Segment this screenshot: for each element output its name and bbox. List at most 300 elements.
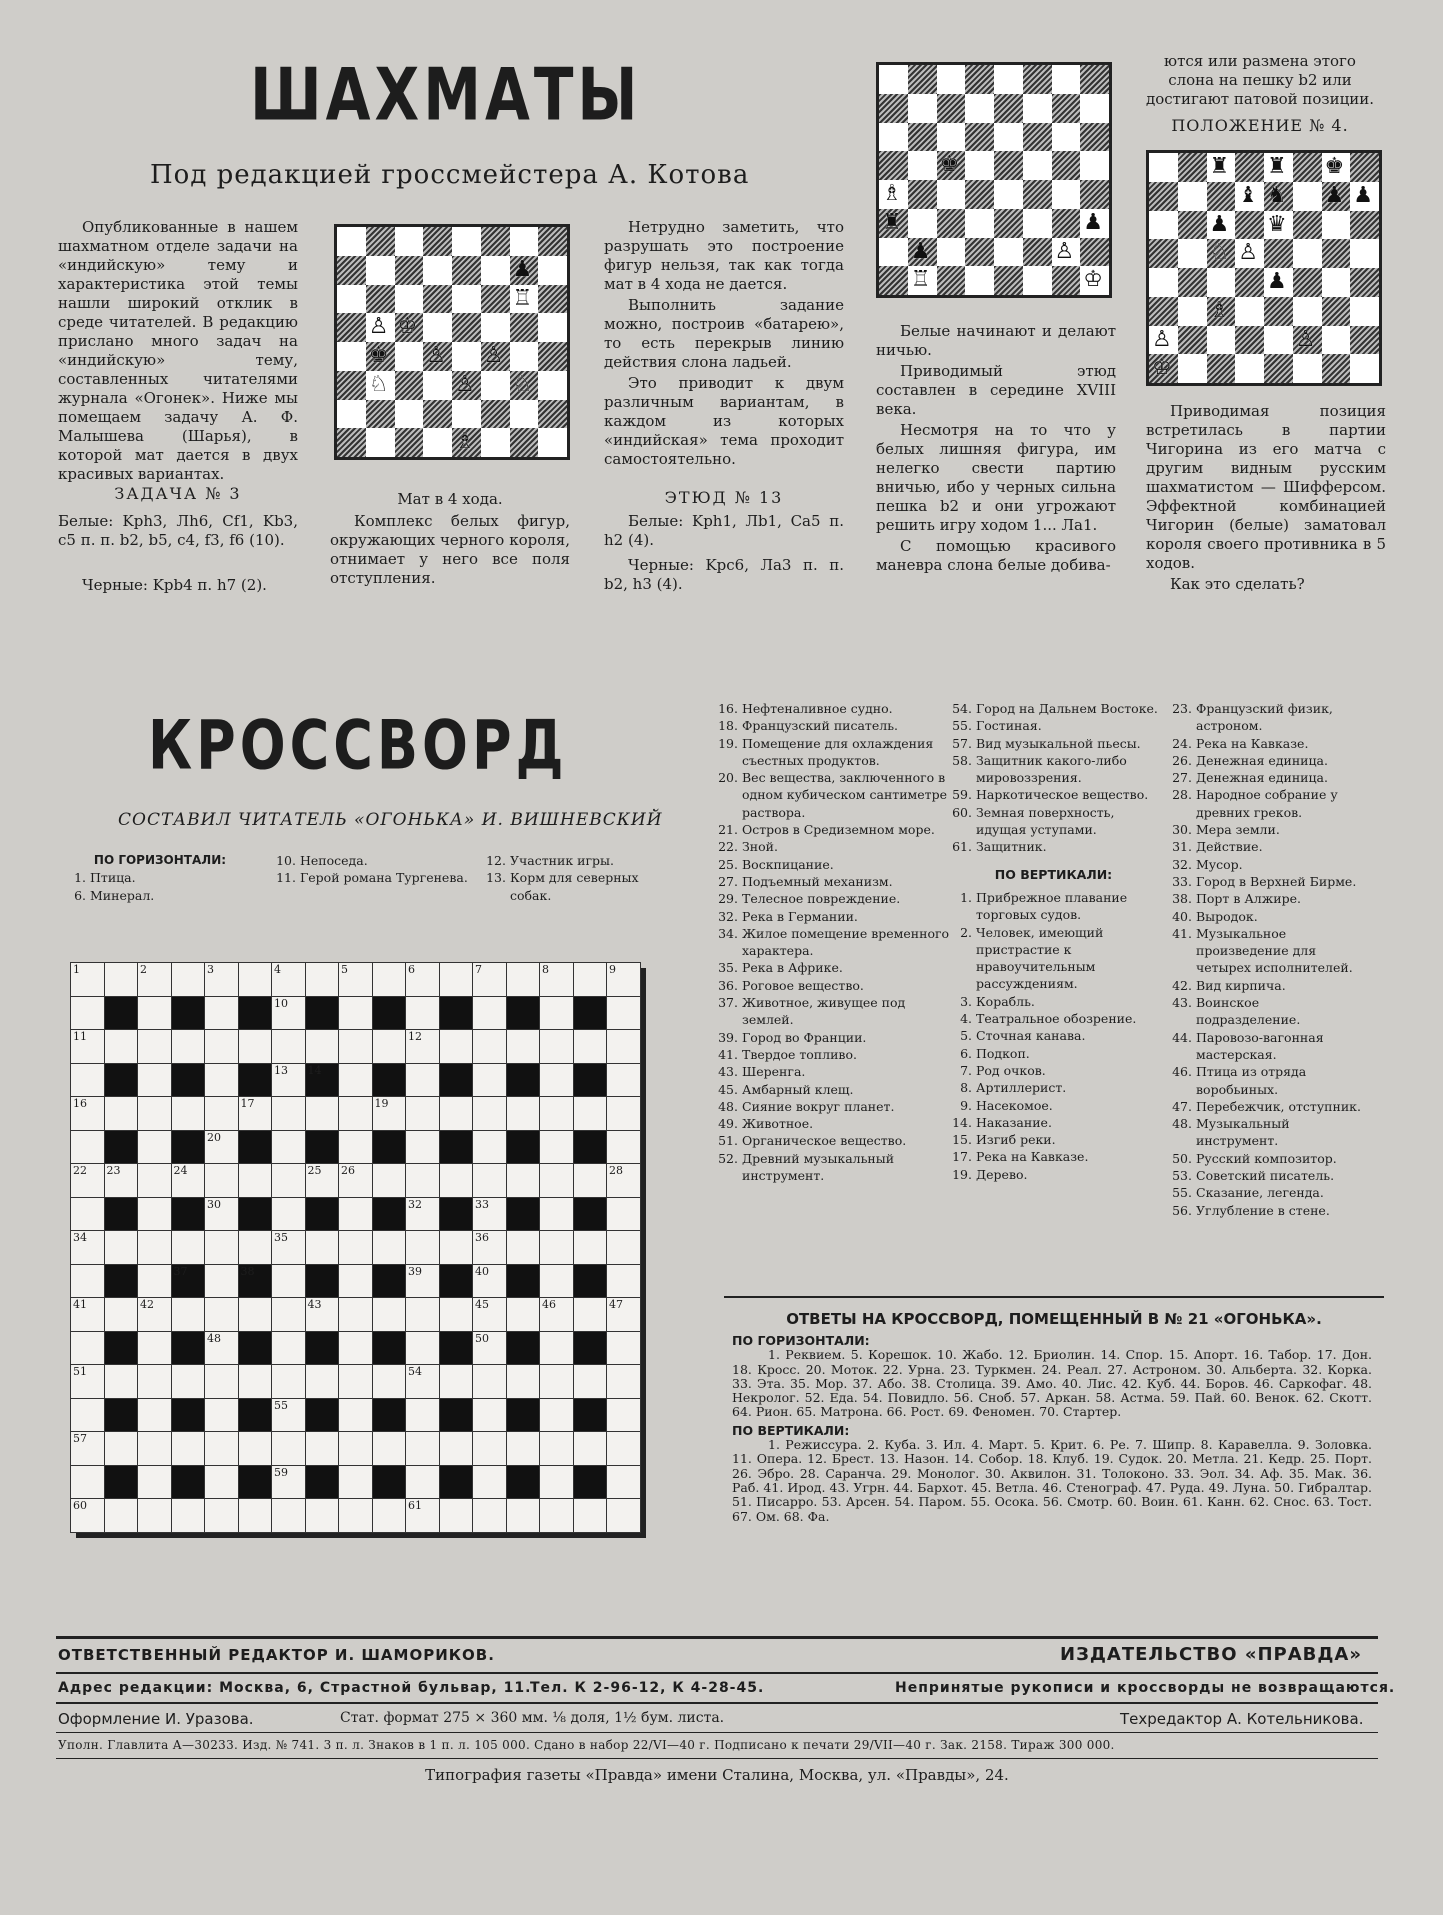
crossword-cell[interactable] xyxy=(204,1398,239,1433)
board-square xyxy=(395,256,424,285)
crossword-cell[interactable] xyxy=(539,996,574,1031)
crossword-cell[interactable] xyxy=(271,1096,306,1131)
crossword-block xyxy=(506,1264,541,1299)
crossword-cell[interactable] xyxy=(70,1498,105,1533)
crossword-cell[interactable] xyxy=(305,1230,340,1265)
crossword-cell[interactable] xyxy=(338,962,373,997)
crossword-cell[interactable] xyxy=(305,1163,340,1198)
crossword-cell[interactable] xyxy=(204,1431,239,1466)
crossword-cell[interactable] xyxy=(405,1197,440,1232)
board-square xyxy=(1293,239,1322,268)
clue-item: 57. Вид музыкальной пьесы. xyxy=(952,735,1141,751)
crossword-cell[interactable] xyxy=(70,1431,105,1466)
crossword-cell[interactable] xyxy=(539,1331,574,1366)
crossword-cell[interactable] xyxy=(338,1230,373,1265)
crossword-cell[interactable] xyxy=(439,1163,474,1198)
crossword-cell[interactable] xyxy=(271,1331,306,1366)
crossword-cell[interactable] xyxy=(405,1130,440,1165)
crossword-cell[interactable] xyxy=(405,1230,440,1265)
crossword-cell[interactable] xyxy=(539,962,574,997)
crossword-cell[interactable] xyxy=(539,1498,574,1533)
crossword-cell[interactable] xyxy=(539,1297,574,1332)
board-square xyxy=(395,371,424,400)
crossword-cell[interactable] xyxy=(606,1063,641,1098)
crossword-cell[interactable] xyxy=(171,1163,206,1198)
crossword-cell[interactable] xyxy=(472,1331,507,1366)
crossword-cell[interactable] xyxy=(405,1264,440,1299)
crossword-cell[interactable] xyxy=(606,1465,641,1500)
crossword-cell[interactable] xyxy=(70,996,105,1031)
board1-text-p: Комплекс белых фигур, окружающих черного короля, отнимает у него все поля отступления. xyxy=(330,512,570,587)
clue-item: 38. Порт в Алжире. xyxy=(1172,891,1301,907)
crossword-cell[interactable] xyxy=(606,1230,641,1265)
crossword-cell[interactable] xyxy=(104,1297,139,1332)
crossword-cell[interactable] xyxy=(405,1431,440,1466)
board-square xyxy=(510,428,539,457)
crossword-cell[interactable] xyxy=(204,996,239,1031)
crossword-cell[interactable] xyxy=(204,1063,239,1098)
crossword-cell[interactable] xyxy=(405,1029,440,1064)
crossword-cell[interactable] xyxy=(271,1398,306,1433)
crossword-cell[interactable] xyxy=(372,1029,407,1064)
crossword-cell[interactable] xyxy=(70,1398,105,1433)
crossword-cell[interactable] xyxy=(573,1364,608,1399)
crossword-cell[interactable] xyxy=(104,1096,139,1131)
crossword-cell[interactable] xyxy=(506,1096,541,1131)
board-square xyxy=(1080,65,1109,94)
board-square xyxy=(908,65,937,94)
crossword-cell[interactable] xyxy=(606,1431,641,1466)
crossword-cell[interactable] xyxy=(405,1364,440,1399)
crossword-cell[interactable] xyxy=(539,1364,574,1399)
crossword-cell[interactable] xyxy=(70,1096,105,1131)
crossword-block xyxy=(305,1197,340,1232)
crossword-cell[interactable] xyxy=(372,1163,407,1198)
crossword-cell[interactable] xyxy=(238,1163,273,1198)
crossword-cell[interactable] xyxy=(70,1230,105,1265)
clue-item: 20. Вес вещества, заключенного в одном кубическом сантиметре раствора. xyxy=(718,770,947,820)
board-square xyxy=(1052,266,1081,295)
chess-piece-icon: ♜ xyxy=(1267,154,1287,179)
crossword-cell[interactable] xyxy=(70,1063,105,1098)
board-square xyxy=(994,123,1023,152)
crossword-cell[interactable] xyxy=(305,1096,340,1131)
crossword-cell[interactable] xyxy=(204,1498,239,1533)
crossword-cell[interactable] xyxy=(338,1197,373,1232)
crossword-cell[interactable] xyxy=(70,962,105,997)
crossword-cell[interactable] xyxy=(171,1431,206,1466)
crossword-cell[interactable] xyxy=(137,1163,172,1198)
board1-caption: Мат в 4 хода. xyxy=(397,490,503,508)
crossword-cell[interactable] xyxy=(372,1431,407,1466)
crossword-cell[interactable] xyxy=(539,1431,574,1466)
cell-number: 25 xyxy=(307,1164,322,1177)
chess-piece-icon: ♗ xyxy=(455,429,475,455)
crossword-cell[interactable] xyxy=(271,1498,306,1533)
crossword-cell[interactable] xyxy=(137,1029,172,1064)
crossword-cell[interactable] xyxy=(238,1364,273,1399)
crossword-cell[interactable] xyxy=(439,1096,474,1131)
crossword-cell[interactable] xyxy=(539,1465,574,1500)
crossword-cell[interactable] xyxy=(338,1364,373,1399)
crossword-cell[interactable] xyxy=(338,1029,373,1064)
crossword-cell[interactable] xyxy=(137,1063,172,1098)
board-square xyxy=(965,94,994,123)
crossword-cell[interactable] xyxy=(204,962,239,997)
clue-item: 58. Защитник какого-либо мировоззрения. xyxy=(952,752,1127,786)
crossword-cell[interactable] xyxy=(305,1498,340,1533)
crossword-cell[interactable] xyxy=(405,1096,440,1131)
crossword-cell[interactable] xyxy=(238,1230,273,1265)
crossword-cell[interactable] xyxy=(506,1029,541,1064)
board-square xyxy=(1178,239,1207,268)
crossword-cell[interactable] xyxy=(506,1364,541,1399)
crossword-cell[interactable] xyxy=(405,1465,440,1500)
crossword-cell[interactable] xyxy=(171,1230,206,1265)
crossword-cell[interactable] xyxy=(506,1498,541,1533)
crossword-cell[interactable] xyxy=(606,1498,641,1533)
crossword-cell[interactable] xyxy=(137,1498,172,1533)
crossword-cell[interactable] xyxy=(305,962,340,997)
crossword-cell[interactable] xyxy=(338,1163,373,1198)
crossword-cell[interactable] xyxy=(137,1096,172,1131)
crossword-cell[interactable] xyxy=(271,996,306,1031)
crossword-cell[interactable] xyxy=(271,1063,306,1098)
board-square xyxy=(879,238,908,267)
crossword-cell[interactable] xyxy=(439,962,474,997)
crossword-cell[interactable] xyxy=(137,1465,172,1500)
crossword-block xyxy=(372,1063,407,1098)
crossword-cell[interactable] xyxy=(204,1364,239,1399)
crossword-cell[interactable] xyxy=(606,1264,641,1299)
crossword-block xyxy=(238,1264,273,1299)
cell-number: 57 xyxy=(73,1432,87,1445)
crossword-cell[interactable] xyxy=(472,1398,507,1433)
crossword-cell[interactable] xyxy=(271,1297,306,1332)
crossword-cell[interactable] xyxy=(70,1163,105,1198)
crossword-block xyxy=(372,1331,407,1366)
crossword-cell[interactable] xyxy=(137,1331,172,1366)
crossword-cell[interactable] xyxy=(137,1130,172,1165)
problem3-white: Белые: Kph3, Лh6, Cf1, Kb3, c5 п. п. b2, b5, c4, f3, f6 (10). xyxy=(58,512,298,549)
crossword-block xyxy=(372,1264,407,1299)
crossword-cell[interactable] xyxy=(506,1431,541,1466)
crossword-cell[interactable] xyxy=(271,1130,306,1165)
crossword-cell[interactable] xyxy=(338,1331,373,1366)
crossword-cell[interactable] xyxy=(472,1096,507,1131)
crossword-cell[interactable] xyxy=(238,1498,273,1533)
crossword-cell[interactable] xyxy=(405,1163,440,1198)
footer-publisher: ИЗДАТЕЛЬСТВО «ПРАВДА» xyxy=(1060,1644,1362,1665)
board-square xyxy=(1322,239,1351,268)
crossword-cell[interactable] xyxy=(271,1197,306,1232)
crossword-cell[interactable] xyxy=(606,1096,641,1131)
crossword-cell[interactable] xyxy=(305,1364,340,1399)
chess-piece-icon: ♖ xyxy=(512,285,533,311)
crossword-cell[interactable] xyxy=(372,962,407,997)
crossword-cell[interactable] xyxy=(472,1465,507,1500)
crossword-cell[interactable] xyxy=(70,1297,105,1332)
crossword-cell[interactable] xyxy=(472,1431,507,1466)
crossword-cell[interactable] xyxy=(238,1029,273,1064)
clue-item: 19. Помещение для охлаждения съестных продуктов. xyxy=(718,735,934,768)
crossword-cell[interactable] xyxy=(539,1029,574,1064)
crossword-cell[interactable] xyxy=(573,1498,608,1533)
crossword-cell[interactable] xyxy=(573,1230,608,1265)
cell-number: 7 xyxy=(475,963,482,976)
crossword-cell[interactable] xyxy=(472,1197,507,1232)
crossword-cell[interactable] xyxy=(238,1096,273,1131)
clue-item: 32. Река в Германии. xyxy=(718,908,858,924)
crossword-cell[interactable] xyxy=(204,1197,239,1232)
board-square xyxy=(538,428,567,457)
cell-number: 35 xyxy=(274,1231,288,1244)
crossword-cell[interactable] xyxy=(70,1264,105,1299)
col5-p2: Как это сделать? xyxy=(1170,575,1305,593)
crossword-cell[interactable] xyxy=(204,1029,239,1064)
chess-col3 xyxy=(604,218,844,471)
crossword-cell[interactable] xyxy=(104,1498,139,1533)
crossword-cell[interactable] xyxy=(606,1029,641,1064)
crossword-cell[interactable] xyxy=(204,1096,239,1131)
crossword-cell[interactable] xyxy=(271,1465,306,1500)
cell-number: 20 xyxy=(207,1130,221,1144)
crossword-cell[interactable] xyxy=(372,1096,407,1131)
crossword-cell[interactable] xyxy=(338,1063,373,1098)
crossword-cell[interactable] xyxy=(472,1029,507,1064)
crossword-cell[interactable] xyxy=(506,962,541,997)
crossword-cell[interactable] xyxy=(439,1431,474,1466)
crossword-cell[interactable] xyxy=(405,1331,440,1366)
cell-number: 43 xyxy=(307,1298,322,1311)
board-square xyxy=(1080,180,1109,209)
cell-number: 46 xyxy=(542,1298,556,1311)
crossword-cell[interactable] xyxy=(573,1163,608,1198)
board-square xyxy=(1322,297,1351,326)
crossword-cell[interactable] xyxy=(606,962,641,997)
crossword-cell[interactable] xyxy=(271,962,306,997)
crossword-cell[interactable] xyxy=(137,1431,172,1466)
crossword-cell[interactable] xyxy=(137,1197,172,1232)
crossword-cell[interactable] xyxy=(439,1364,474,1399)
crossword-cell[interactable] xyxy=(506,1163,541,1198)
crossword-cell[interactable] xyxy=(338,1498,373,1533)
cell-number: 50 xyxy=(475,1331,489,1345)
crossword-cell[interactable] xyxy=(271,1264,306,1299)
crossword-cell[interactable] xyxy=(405,1297,440,1332)
clue-item: 60. Земная поверхность, идущая уступами. xyxy=(952,804,1115,838)
crossword-cell[interactable] xyxy=(238,962,273,997)
crossword-cell[interactable] xyxy=(472,1230,507,1265)
board-square xyxy=(1052,209,1081,238)
horiz-top-clues xyxy=(60,852,680,904)
clue-item: 7. Род очков. xyxy=(960,1062,1046,1078)
crossword-cell[interactable] xyxy=(472,1297,507,1332)
crossword-block xyxy=(573,1398,608,1433)
crossword-cell[interactable] xyxy=(171,962,206,997)
crossword-cell[interactable] xyxy=(70,1364,105,1399)
crossword-cell[interactable] xyxy=(372,1297,407,1332)
crossword-cell[interactable] xyxy=(338,1264,373,1299)
board-square xyxy=(994,266,1023,295)
crossword-cell[interactable] xyxy=(171,1096,206,1131)
crossword-cell[interactable] xyxy=(104,1163,139,1198)
crossword-cell[interactable] xyxy=(506,1297,541,1332)
crossword-cell[interactable] xyxy=(70,1130,105,1165)
clues-column-2 xyxy=(946,700,1161,1183)
crossword-cell[interactable] xyxy=(439,1498,474,1533)
crossword-cell[interactable] xyxy=(104,962,139,997)
board-square xyxy=(1023,266,1052,295)
cell-number: 42 xyxy=(140,1298,154,1311)
crossword-cell[interactable] xyxy=(104,1364,139,1399)
crossword-cell[interactable] xyxy=(137,1297,172,1332)
board-square xyxy=(366,428,395,457)
crossword-cell[interactable] xyxy=(70,1465,105,1500)
crossword-cell[interactable] xyxy=(305,1297,340,1332)
board-square xyxy=(1350,326,1379,355)
board-square xyxy=(423,285,452,314)
crossword-cell[interactable] xyxy=(606,1197,641,1232)
crossword-cell[interactable] xyxy=(238,1297,273,1332)
crossword-cell[interactable] xyxy=(372,1498,407,1533)
crossword-cell[interactable] xyxy=(573,1431,608,1466)
crossword-cell[interactable] xyxy=(606,1297,641,1332)
crossword-cell[interactable] xyxy=(171,1364,206,1399)
board-square xyxy=(965,266,994,295)
crossword-cell[interactable] xyxy=(204,1163,239,1198)
footer-techeditor: Техредактор А. Котельникова. xyxy=(1120,1710,1364,1728)
crossword-cell[interactable] xyxy=(472,1163,507,1198)
crossword-cell[interactable] xyxy=(472,962,507,997)
crossword-cell[interactable] xyxy=(271,1230,306,1265)
crossword-cell[interactable] xyxy=(70,1197,105,1232)
crossword-cell[interactable] xyxy=(305,1431,340,1466)
crossword-cell[interactable] xyxy=(338,996,373,1031)
crossword-cell[interactable] xyxy=(204,1230,239,1265)
crossword-cell[interactable] xyxy=(606,1398,641,1433)
crossword-cell[interactable] xyxy=(472,1264,507,1299)
crossword-cell[interactable] xyxy=(573,1029,608,1064)
crossword-cell[interactable] xyxy=(204,1264,239,1299)
crossword-cell[interactable] xyxy=(405,996,440,1031)
crossword-cell[interactable] xyxy=(372,1364,407,1399)
crossword-cell[interactable] xyxy=(539,1197,574,1232)
crossword-cell[interactable] xyxy=(271,1029,306,1064)
crossword-cell[interactable] xyxy=(70,1331,105,1366)
crossword-cell[interactable] xyxy=(137,962,172,997)
crossword-cell[interactable] xyxy=(137,1264,172,1299)
crossword-cell[interactable] xyxy=(606,1130,641,1165)
crossword-cell[interactable] xyxy=(573,1096,608,1131)
crossword-cell[interactable] xyxy=(204,1331,239,1366)
chess-piece-icon: ♟ xyxy=(1209,211,1230,237)
clue-item: 30. Мера земли. xyxy=(1172,822,1280,838)
crossword-cell[interactable] xyxy=(171,1297,206,1332)
crossword-cell[interactable] xyxy=(104,1029,139,1064)
crossword-block xyxy=(573,996,608,1031)
board-square xyxy=(481,400,510,429)
crossword-cell[interactable] xyxy=(539,1230,574,1265)
crossword-cell[interactable] xyxy=(573,1297,608,1332)
crossword-cell[interactable] xyxy=(204,1465,239,1500)
crossword-cell[interactable] xyxy=(606,1364,641,1399)
crossword-cell[interactable] xyxy=(405,1063,440,1098)
crossword-cell[interactable] xyxy=(606,996,641,1031)
crossword-cell[interactable] xyxy=(70,1029,105,1064)
crossword-cell[interactable] xyxy=(439,1297,474,1332)
crossword-block xyxy=(238,1465,273,1500)
crossword-cell[interactable] xyxy=(338,1431,373,1466)
answers-vert-heading: ПО ВЕРТИКАЛИ: xyxy=(732,1422,850,1438)
crossword-cell[interactable] xyxy=(539,1398,574,1433)
crossword-cell[interactable] xyxy=(104,1431,139,1466)
chess-piece-icon: ♙ xyxy=(368,314,389,340)
clue-item: 18. Французский писатель. xyxy=(718,718,898,734)
crossword-cell[interactable] xyxy=(171,1498,206,1533)
crossword-cell[interactable] xyxy=(539,1264,574,1299)
crossword-cell[interactable] xyxy=(137,1230,172,1265)
crossword-cell[interactable] xyxy=(204,1130,239,1165)
crossword-cell[interactable] xyxy=(238,1431,273,1466)
crossword-cell[interactable] xyxy=(472,1130,507,1165)
crossword-cell[interactable] xyxy=(405,1498,440,1533)
board-square xyxy=(395,400,424,429)
crossword-cell[interactable] xyxy=(405,1398,440,1433)
crossword-cell[interactable] xyxy=(104,1230,139,1265)
crossword-cell[interactable] xyxy=(171,1029,206,1064)
board-square xyxy=(937,209,966,238)
crossword-cell[interactable] xyxy=(539,1163,574,1198)
crossword-cell[interactable] xyxy=(204,1297,239,1332)
crossword-cell[interactable] xyxy=(539,1096,574,1131)
crossword-cell[interactable] xyxy=(372,1230,407,1265)
crossword-cell[interactable] xyxy=(472,1063,507,1098)
crossword-cell[interactable] xyxy=(472,1364,507,1399)
crossword-cell[interactable] xyxy=(338,1130,373,1165)
crossword-cell[interactable] xyxy=(271,1163,306,1198)
crossword-cell[interactable] xyxy=(506,1230,541,1265)
crossword-cell[interactable] xyxy=(472,996,507,1031)
crossword-cell[interactable] xyxy=(606,1331,641,1366)
crossword-cell[interactable] xyxy=(137,1364,172,1399)
board-square xyxy=(994,209,1023,238)
chess-col5-top: ются или размена этого слона на пешку b2 или достигают патовой позиции. xyxy=(1145,52,1375,108)
board-square xyxy=(937,238,966,267)
crossword-cell[interactable] xyxy=(573,962,608,997)
crossword-cell[interactable] xyxy=(338,1465,373,1500)
crossword-cell[interactable] xyxy=(539,1130,574,1165)
crossword-cell[interactable] xyxy=(338,1398,373,1433)
crossword-cell[interactable] xyxy=(439,1230,474,1265)
crossword-cell[interactable] xyxy=(305,1029,340,1064)
crossword-block xyxy=(439,1264,474,1299)
crossword-cell[interactable] xyxy=(405,962,440,997)
crossword-cell[interactable] xyxy=(539,1063,574,1098)
board-square xyxy=(452,285,481,314)
crossword-cell[interactable] xyxy=(606,1163,641,1198)
crossword-cell[interactable] xyxy=(338,1096,373,1131)
crossword-cell[interactable] xyxy=(338,1297,373,1332)
crossword-cell[interactable] xyxy=(472,1498,507,1533)
crossword-cell[interactable] xyxy=(271,1431,306,1466)
crossword-cell[interactable] xyxy=(137,996,172,1031)
crossword-cell[interactable] xyxy=(271,1364,306,1399)
crossword-cell[interactable] xyxy=(439,1029,474,1064)
clue-item: 52. Древний музыкальный инструмент. xyxy=(718,1150,895,1184)
board-square xyxy=(538,400,567,429)
crossword-cell[interactable] xyxy=(137,1398,172,1433)
